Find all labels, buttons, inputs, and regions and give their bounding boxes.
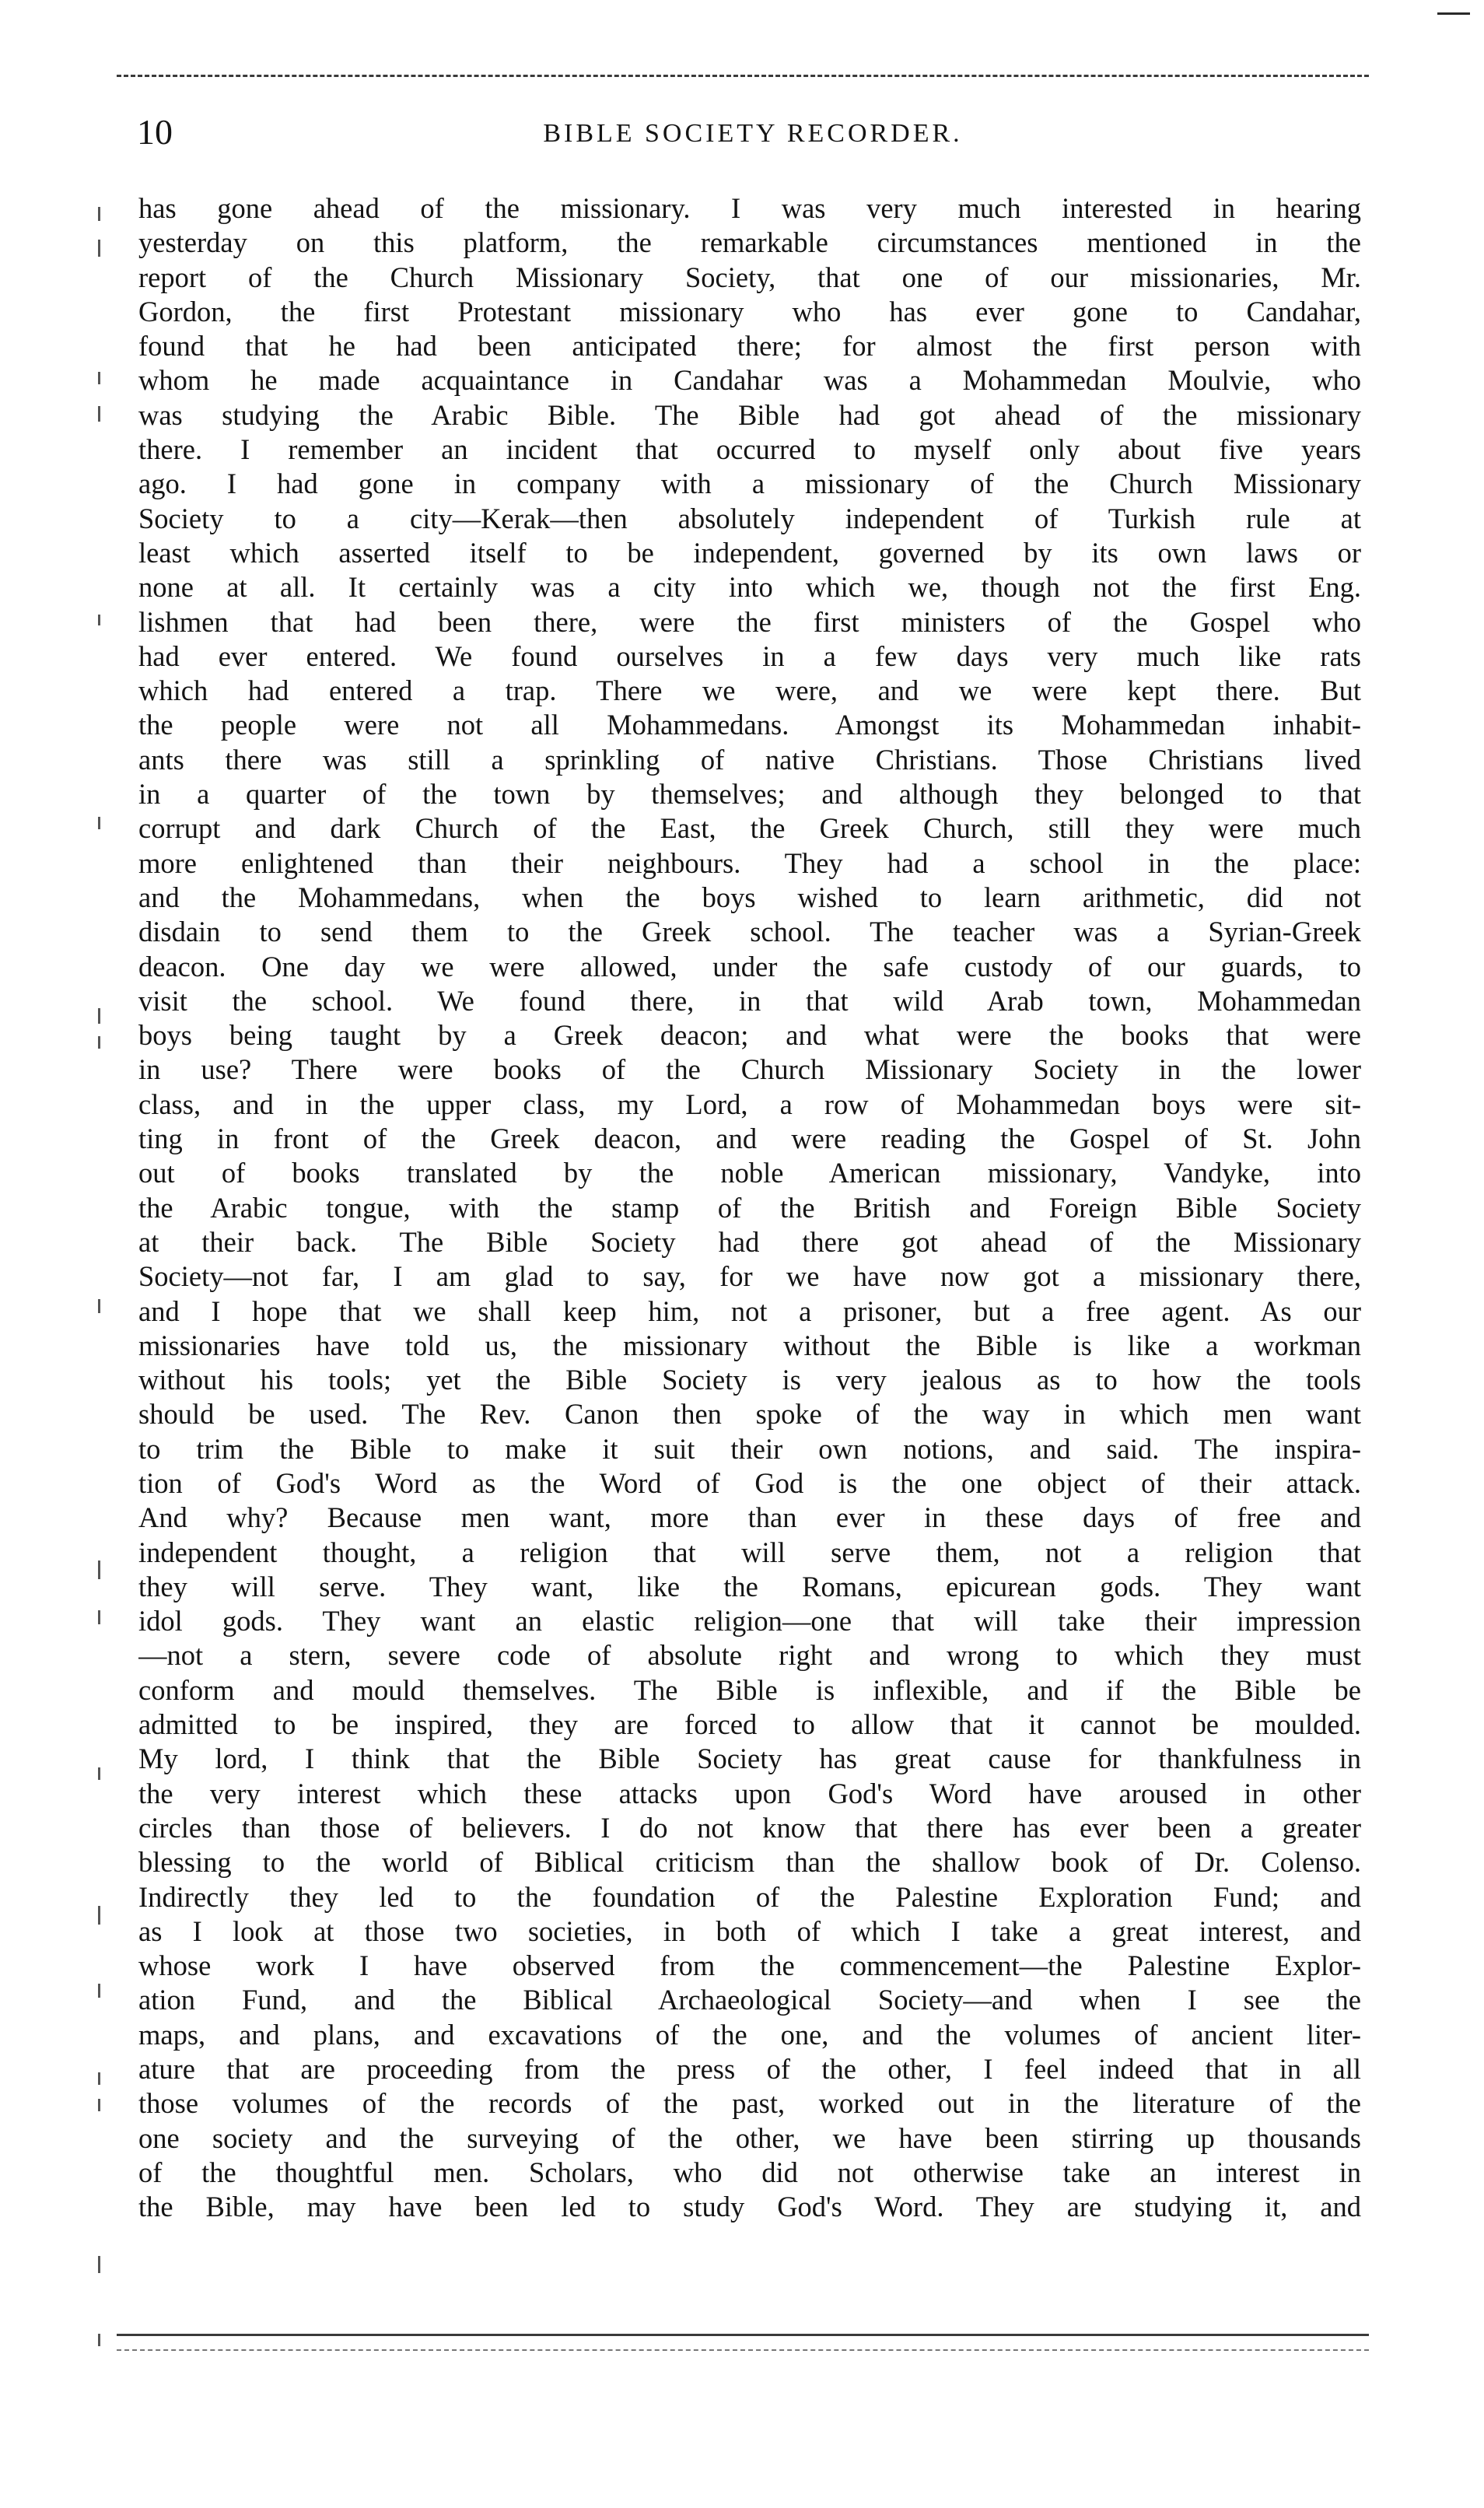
page-number: 10	[137, 112, 173, 152]
bottom-rule-dashed	[117, 2349, 1369, 2351]
margin-tick	[98, 1767, 100, 1780]
margin-tick	[98, 207, 100, 221]
margin-tick	[98, 1299, 100, 1313]
text-line: out of books translated by the noble American missionary, Vandyke, into	[138, 1157, 1361, 1189]
margin-tick	[98, 2099, 100, 2111]
text-line: should be used. The Rev. Canon then spoke of the way in which men want	[138, 1398, 1361, 1431]
text-line: corrupt and dark Church of the East, the Greek Church, still they were much	[138, 812, 1361, 845]
text-line: without his tools; yet the Bible Society is very jealous as to how the tools	[138, 1364, 1361, 1396]
text-line: was studying the Arabic Bible. The Bible had got ahead of the missionary	[138, 398, 1361, 431]
scan-corner-mark	[1437, 12, 1470, 15]
text-line: one society and the surveying of the other, we have been stirring up thousands	[138, 2121, 1361, 2154]
text-line: none at all. It certainly was a city into which we, though not the first Eng.	[138, 571, 1361, 604]
text-line: least which asserted itself to be independent, governed by its own laws or	[138, 536, 1361, 569]
text-line: ting in front of the Greek deacon, and were reading the Gospel of St. John	[138, 1123, 1361, 1155]
text-line: of the thoughtful men. Scholars, who did not otherwise take an interest in	[138, 2156, 1361, 2188]
text-line: idol gods. They want an elastic religion—one that will take their impression	[138, 1605, 1361, 1638]
text-line: missionaries have told us, the missionary without the Bible is like a workman	[138, 1329, 1361, 1361]
text-line: in a quarter of the town by themselves; and although they belonged to that	[138, 778, 1361, 811]
text-line: disdain to send them to the Greek school. The teacher was a Syrian-Greek	[138, 916, 1361, 948]
text-line: deacon. One day we were allowed, under the safe custody of our guards, to	[138, 950, 1361, 983]
margin-tick	[98, 2256, 100, 2273]
margin-tick	[98, 1610, 100, 1624]
text-line: has gone ahead of the missionary. I was very much interested in hearing	[138, 192, 1361, 224]
text-line: the people were not all Mohammedans. Amongst its Mohammedan inhabit-	[138, 709, 1361, 741]
text-line: they will serve. They want, like the Romans, epicurean gods. They want	[138, 1570, 1361, 1603]
text-line: ature that are proceeding from the press of the other, I feel indeed that in all	[138, 2053, 1361, 2086]
margin-tick	[98, 240, 100, 257]
text-line: Society—not far, I am glad to say, for we have now got a missionary there,	[138, 1260, 1361, 1293]
margin-tick	[98, 615, 100, 625]
bottom-rule	[117, 2334, 1369, 2336]
text-line: independent thought, a religion that will serve them, not a religion that	[138, 1536, 1361, 1568]
text-line: report of the Church Missionary Society, that one of our missionaries, Mr.	[138, 261, 1361, 293]
text-line: circles than those of believers. I do not know that there has ever been a greater	[138, 1811, 1361, 1844]
text-line: Society to a city—Kerak—then absolutely independent of Turkish rule at	[138, 502, 1361, 534]
text-line: ago. I had gone in company with a missionary of the Church Missionary	[138, 468, 1361, 500]
text-line: maps, and plans, and excavations of the one, and the volumes of ancient liter-	[138, 2018, 1361, 2051]
text-line: whom he made acquaintance in Candahar was a Mohammedan Moulvie, who	[138, 364, 1361, 397]
text-line: found that he had been anticipated there; for almost the first person with	[138, 330, 1361, 363]
text-line: in use? There were books of the Church Missionary Society in the lower	[138, 1053, 1361, 1086]
text-line: ation Fund, and the Biblical Archaeological Society—and when I see the	[138, 1984, 1361, 2016]
text-line: My lord, I think that the Bible Society has great cause for thankfulness in	[138, 1743, 1361, 1775]
margin-tick	[98, 2334, 100, 2346]
text-line: tion of God's Word as the Word of God is the one object of their attack.	[138, 1466, 1361, 1499]
margin-tick	[98, 1008, 100, 1024]
text-line: —not a stern, severe code of absolute right and wrong to which they must	[138, 1639, 1361, 1672]
page-header	[137, 109, 1369, 156]
text-line: the very interest which these attacks upon God's Word have aroused in other	[138, 1777, 1361, 1809]
text-line: to trim the Bible to make it suit their own notions, and said. The inspira-	[138, 1432, 1361, 1465]
running-head: BIBLE SOCIETY RECORDER.	[543, 119, 963, 148]
text-line: the Arabic tongue, with the stamp of the British and Foreign Bible Society	[138, 1191, 1361, 1224]
text-line: visit the school. We found there, in that wild Arab town, Mohammedan	[138, 984, 1361, 1017]
margin-tick	[98, 1036, 100, 1049]
text-line: class, and in the upper class, my Lord, a row of Mohammedan boys were sit-	[138, 1088, 1361, 1120]
margin-tick	[98, 817, 100, 829]
text-line: had ever entered. We found ourselves in a few days very much like rats	[138, 639, 1361, 672]
text-line: lishmen that had been there, were the first ministers of the Gospel who	[138, 605, 1361, 638]
top-rule	[117, 75, 1369, 77]
text-line: and the Mohammedans, when the boys wished to learn arithmetic, did not	[138, 881, 1361, 913]
text-line: as I look at those two societies, in both of which I take a great interest, and	[138, 1914, 1361, 1947]
text-line: admitted to be inspired, they are forced to allow that it cannot be moulded.	[138, 1708, 1361, 1741]
text-line: more enlightened than their neighbours. They had a school in the place:	[138, 846, 1361, 879]
text-line: which had entered a trap. There we were, and we were kept there. But	[138, 674, 1361, 707]
text-line: boys being taught by a Greek deacon; and what were the books that were	[138, 1019, 1361, 1052]
margin-tick	[98, 2072, 100, 2085]
margin-tick	[98, 1560, 100, 1579]
text-line: conform and mould themselves. The Bible is inflexible, and if the Bible be	[138, 1673, 1361, 1706]
text-line: blessing to the world of Biblical criticism than the shallow book of Dr. Colenso.	[138, 1846, 1361, 1879]
margin-tick	[98, 406, 100, 422]
text-line: And why? Because men want, more than ever in these days of free and	[138, 1501, 1361, 1534]
margin-tick	[98, 1984, 100, 1998]
text-line: at their back. The Bible Society had there got ahead of the Missionary	[138, 1225, 1361, 1258]
text-line: ants there was still a sprinkling of native Christians. Those Christians lived	[138, 743, 1361, 776]
margin-ticks	[93, 194, 112, 2248]
text-line: there. I remember an incident that occurred to myself only about five years	[138, 433, 1361, 466]
margin-tick	[98, 1906, 100, 1925]
text-line: and I hope that we shall keep him, not a prisoner, but a free agent. As our	[138, 1294, 1361, 1327]
text-line: Gordon, the first Protestant missionary who has ever gone to Candahar,	[138, 295, 1361, 328]
margin-tick	[98, 372, 100, 384]
text-line: yesterday on this platform, the remarkable circumstances mentioned in the	[138, 226, 1361, 259]
body-text	[138, 191, 1361, 2307]
text-line: those volumes of the records of the past, worked out in the literature of the	[138, 2087, 1361, 2120]
text-line: the Bible, may have been led to study God's Word. They are studying it, and	[138, 2191, 1361, 2223]
text-line: whose work I have observed from the commencement—the Palestine Explor-	[138, 1949, 1361, 1982]
text-line: Indirectly they led to the foundation of the Palestine Exploration Fund; and	[138, 1880, 1361, 1913]
